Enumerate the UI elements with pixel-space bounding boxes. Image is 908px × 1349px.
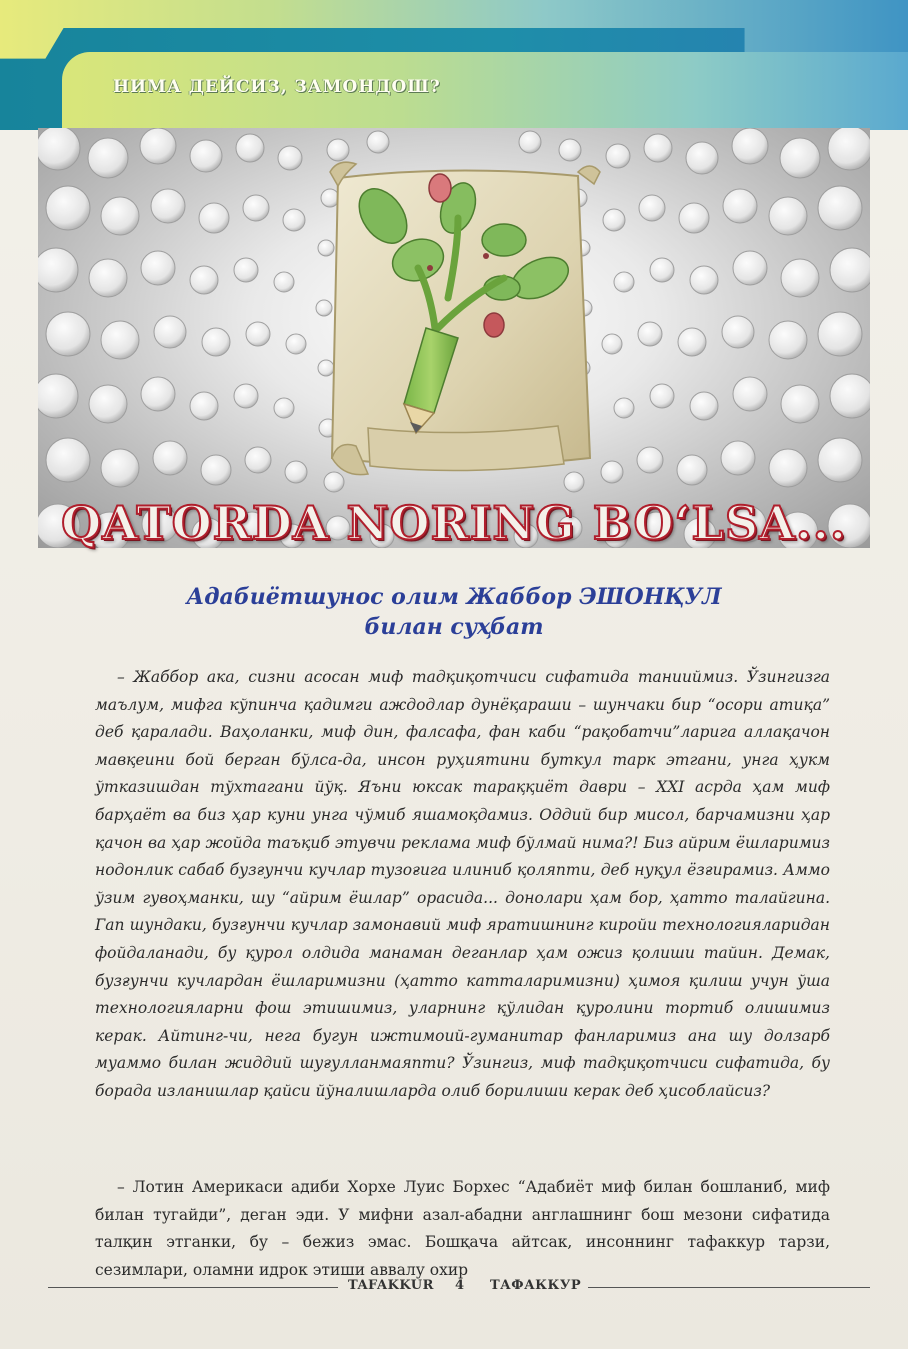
footer-rule-right — [588, 1287, 870, 1288]
hero-title: QATORDA NORING BO‘LSA... — [61, 496, 847, 550]
hero-image — [38, 128, 870, 548]
article-subtitle — [0, 582, 908, 642]
footer-label-left: TAFAKKUR — [348, 1278, 434, 1293]
page-number: 4 — [455, 1278, 465, 1293]
interview-question: – Жаббор ака, сизни асосан миф тадқиқотчиси сифатида танииймиз. Ўзингизга маълум, мифга кўпинча қадимги аждодлар дунёқараши – шунчаки бир “осори атиқа” деб қаралади. Ваҳоланки, миф дин, фалсафа, фан каби “рақобатчи”ларига аллақачон мавқеини бой берган бўлса-да, инсон руҳиятини буткул тарк этгани, унга ҳукм ўтказишдан тўхтагани йўқ. Яъни юксак тараққиёт даври – XXI асрда ҳам миф барҳаёт ва биз ҳар куни унга чўмиб яшамоқдамиз. Оддий бир мисол, барчамизни ҳар қачон ва ҳар жойда таъқиб этувчи реклама миф бўлмай нима?! Биз айрим ёшларимиз нодонлик сабаб бузғунчи кучлар тузоғига илиниб қоляпти, деб нуқул ёзғирамиз. Аммо ўзим гувоҳманки, шу “айрим ёшлар” орасида... донолари ҳам бор, ҳатто талайгина. Гап шундаки, бузғунчи кучлар замонавий миф яратишнинг киройи технологияларидан фойдаланади, бу қурол олдида манаман деганлар ҳам ожиз қолиши тайин. Демак, бузғунчи кучлардан ёшларимизни (ҳатто катталаримизни) ҳимоя қилиш учун ўша технологияларни фош этишимиз, уларнинг қўлидан қуролини тортиб олишимиз керак. Айтинг-чи, нега бугун ижтимоий-гуманитар фанларимиз ана шу долзарб муаммо билан жиддий шуғулланмаяпти? Ўзингиз, миф тадқиқотчиси сифатида, бу борада изланишлар қайси йўналишларда олиб борилиши керак деб ҳисоблайсиз? — [95, 668, 830, 1100]
footer-label-right: ТАФАККУР — [490, 1278, 582, 1293]
subtitle-line-1: Адабиётшунос олим Жаббор ЭШОНҚУЛ — [186, 584, 722, 610]
interview-answer: – Лотин Америкаси адиби Хорхе Луис Борхес “Адабиёт миф билан бошланиб, миф билан тугайди”, деган эди. У мифни азал-абадни англашнинг бош мезони сифатида талқин этганки, бу – бежиз эмас. Бошқача айтсак, инсоннинг тафаккур тарзи, сезимлари, оламни идрок этиши аввалу охир — [95, 1178, 830, 1279]
footer-rule-left — [48, 1287, 338, 1288]
scroll-illustration — [330, 162, 600, 474]
section-label: НИМА ДЕЙСИЗ, ЗАМОНДОШ? — [113, 77, 441, 97]
subtitle-line-2: билан суҳбат — [364, 614, 544, 640]
hero-pattern — [38, 128, 870, 548]
